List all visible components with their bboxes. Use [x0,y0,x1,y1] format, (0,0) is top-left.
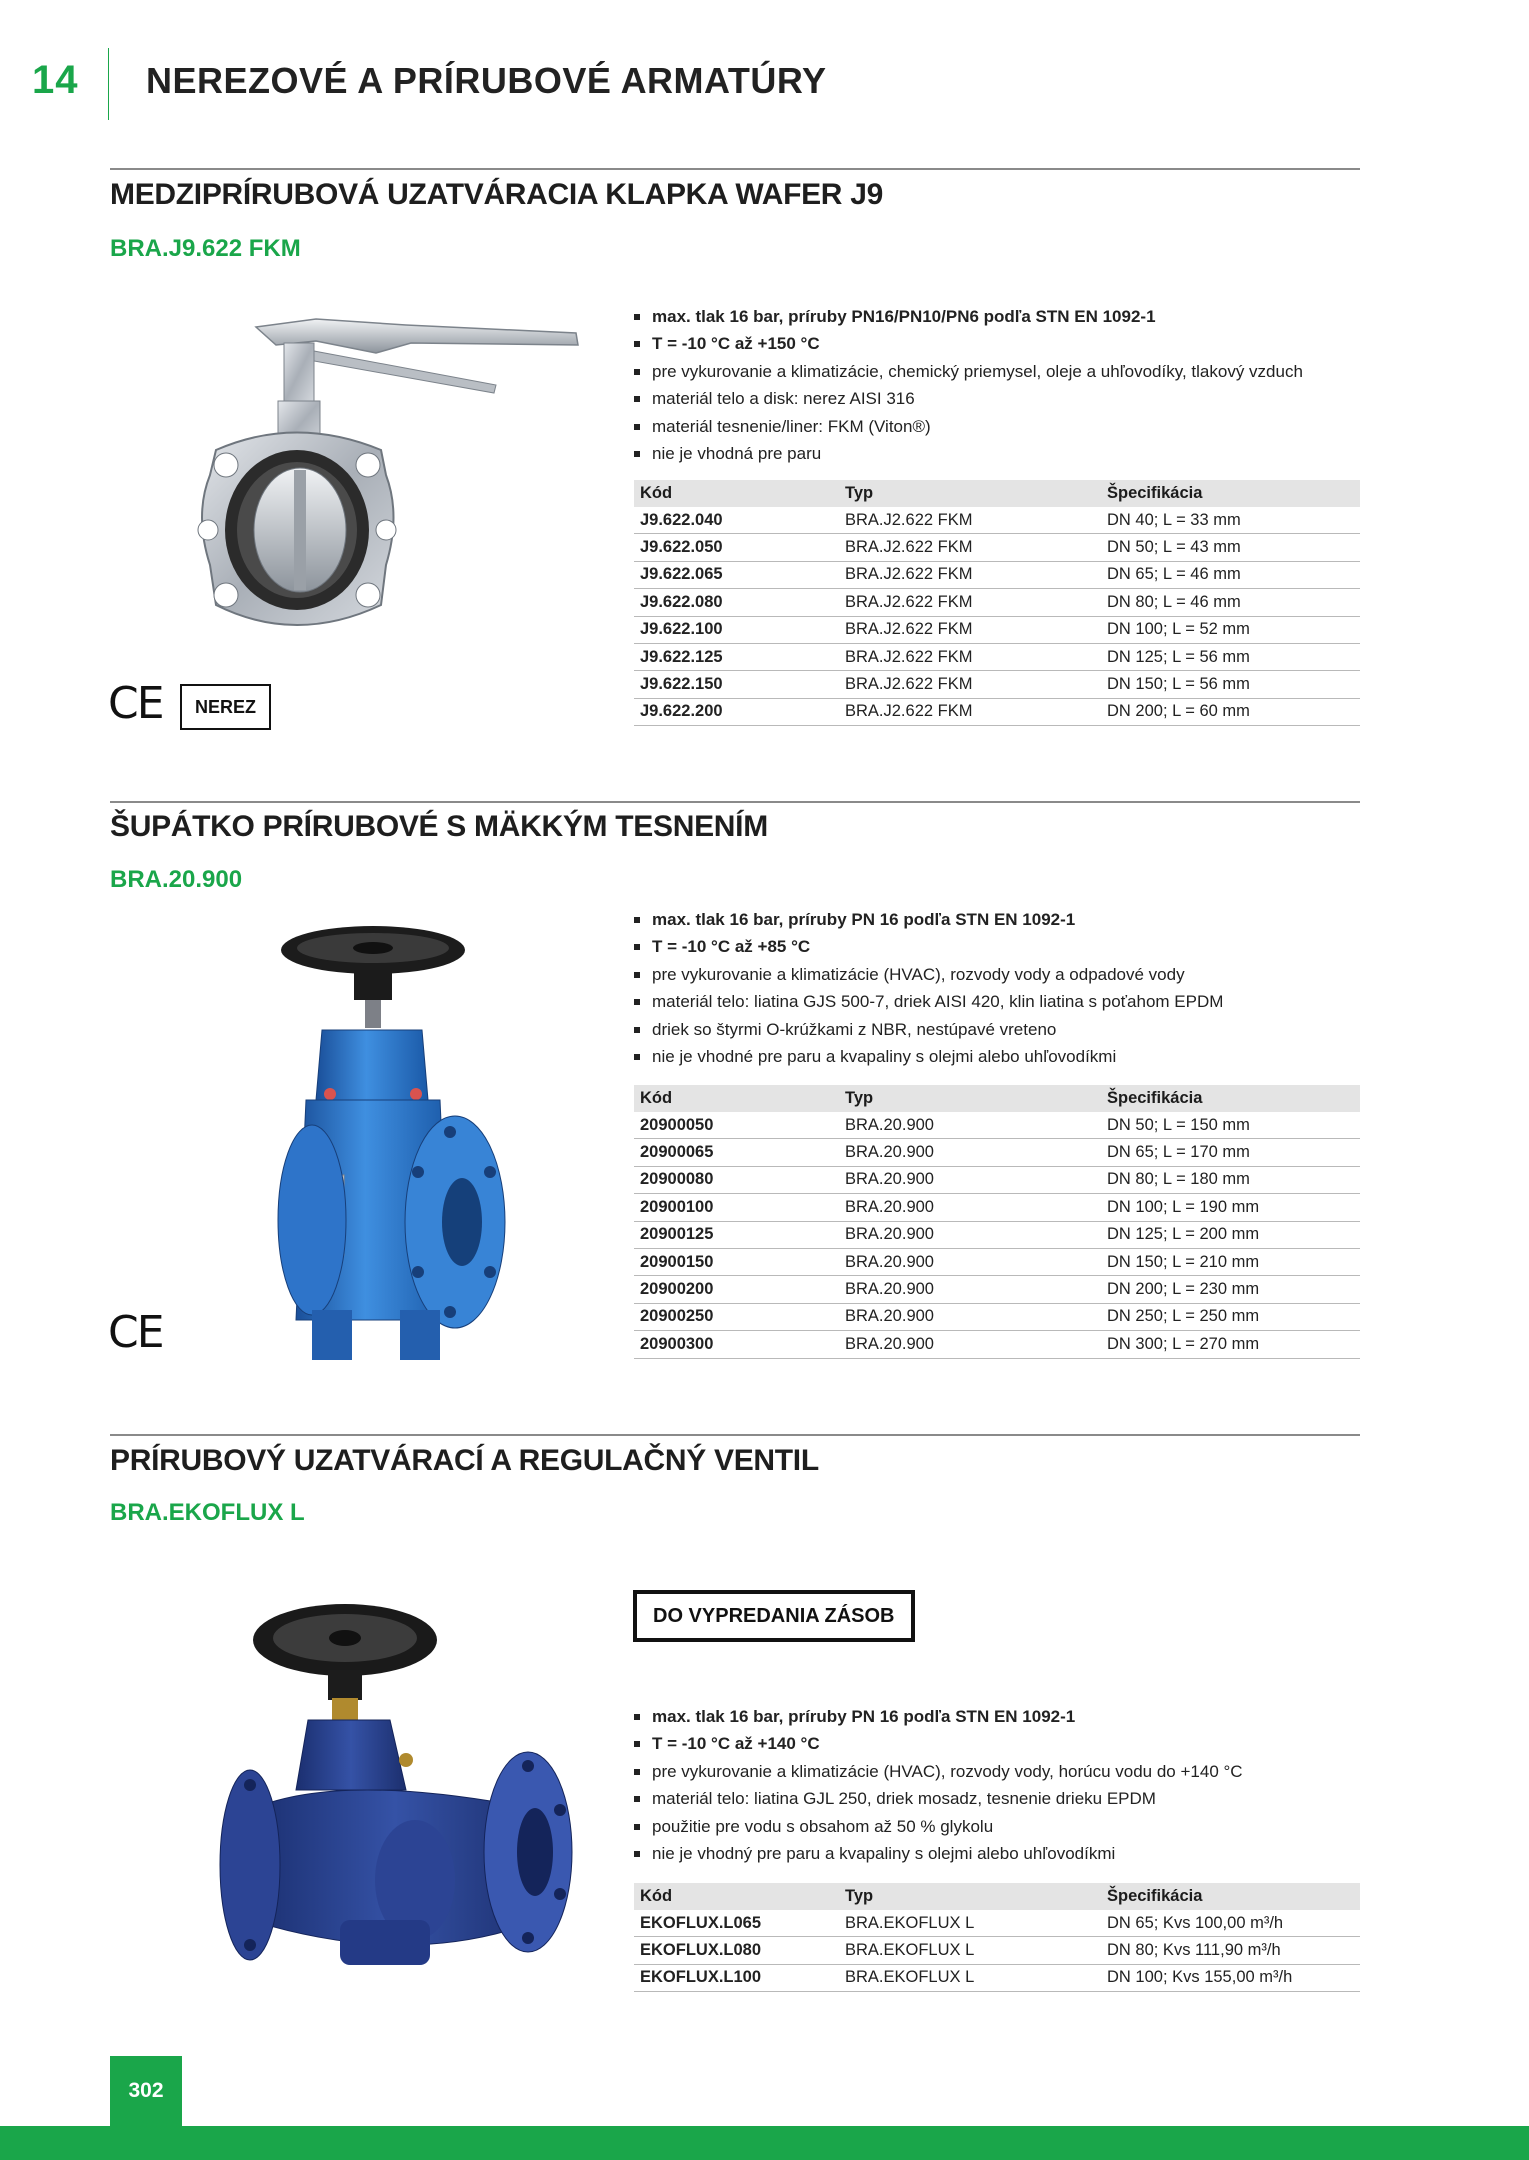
table-row [634,1166,1360,1193]
feature-item: pre vykurovanie a klimatizácie (HVAC), rozvody vody, horúcu vodu do +140 °C [633,1758,1373,1785]
table-cell: DN 100; L = 52 mm [1101,616,1360,643]
column-header: Typ [839,1883,1101,1910]
table-cell: DN 125; L = 200 mm [1101,1221,1360,1248]
table-row [634,643,1360,670]
table-row [634,589,1360,616]
section-title: ŠUPÁTKO PRÍRUBOVÉ S MÄKKÝM TESNENÍM [110,810,768,843]
stock-clearance-badge: DO VYPREDANIA ZÁSOB [633,1590,915,1642]
table-cell: BRA.20.900 [839,1194,1101,1221]
feature-item: T = -10 °C až +150 °C [633,330,1373,357]
page-number: 302 [110,2056,182,2126]
section-divider [110,168,1360,170]
column-header: Špecifikácia [1101,480,1360,507]
table-row [634,1112,1360,1139]
table-row [634,1139,1360,1166]
table-row [634,671,1360,698]
feature-item: T = -10 °C až +85 °C [633,933,1373,960]
column-header: Špecifikácia [1101,1883,1360,1910]
table-cell: J9.622.040 [634,507,839,534]
table-header-row [634,1883,1360,1910]
table-cell: BRA.J2.622 FKM [839,643,1101,670]
ce-mark: CE [108,1307,163,1358]
table-cell: 20900065 [634,1139,839,1166]
table-cell: DN 250; L = 250 mm [1101,1303,1360,1330]
globe-valve-image [210,1590,580,2005]
table-cell: DN 80; L = 180 mm [1101,1166,1360,1193]
feature-item: T = -10 °C až +140 °C [633,1730,1373,1757]
feature-item: max. tlak 16 bar, príruby PN 16 podľa STN EN 1092-1 [633,906,1373,933]
table-cell: DN 300; L = 270 mm [1101,1331,1360,1358]
table-cell: DN 80; Kvs 111,90 m³/h [1101,1937,1360,1964]
table-cell: 20900250 [634,1303,839,1330]
table-row [634,1303,1360,1330]
spec-table [634,1883,1360,1992]
table-cell: BRA.J2.622 FKM [839,671,1101,698]
table-row [634,1276,1360,1303]
table-row [634,1194,1360,1221]
table-cell: DN 100; L = 190 mm [1101,1194,1360,1221]
table-cell: BRA.J2.622 FKM [839,698,1101,725]
table-cell: DN 200; L = 60 mm [1101,698,1360,725]
product-code: BRA.20.900 [110,866,243,893]
table-cell: BRA.20.900 [839,1248,1101,1275]
table-row [634,616,1360,643]
table-cell: J9.622.100 [634,616,839,643]
table-cell: DN 65; Kvs 100,00 m³/h [1101,1910,1360,1937]
table-cell: 20900150 [634,1248,839,1275]
feature-item: materiál tesnenie/liner: FKM (Viton®) [633,413,1373,440]
table-cell: DN 65; L = 170 mm [1101,1139,1360,1166]
section-title: PRÍRUBOVÝ UZATVÁRACÍ A REGULAČNÝ VENTIL [110,1444,819,1477]
feature-item: materiál telo: liatina GJS 500-7, driek AISI 420, klin liatina s poťahom EPDM [633,988,1373,1015]
table-row [634,534,1360,561]
column-header: Kód [634,1085,839,1112]
table-cell: BRA.J2.622 FKM [839,507,1101,534]
table-header-row [634,1085,1360,1112]
product-code: BRA.J9.622 FKM [110,235,301,262]
table-cell: BRA.EKOFLUX L [839,1910,1101,1937]
feature-item: max. tlak 16 bar, príruby PN16/PN10/PN6 podľa STN EN 1092-1 [633,303,1373,330]
gate-valve-image [250,900,530,1385]
column-header: Typ [839,480,1101,507]
ce-mark: CE [108,678,163,729]
material-badge: NEREZ [180,684,271,730]
product-code: BRA.EKOFLUX L [110,1499,305,1526]
table-row [634,698,1360,725]
table-cell: 20900200 [634,1276,839,1303]
table-cell: BRA.J2.622 FKM [839,561,1101,588]
table-cell: 20900050 [634,1112,839,1139]
table-row [634,1964,1360,1991]
table-cell: BRA.J2.622 FKM [839,534,1101,561]
table-cell: BRA.J2.622 FKM [839,589,1101,616]
column-header: Kód [634,1883,839,1910]
feature-item: nie je vhodná pre paru [633,440,1373,467]
butterfly-valve-image [196,305,596,680]
table-cell: BRA.20.900 [839,1112,1101,1139]
table-cell: BRA.EKOFLUX L [839,1937,1101,1964]
table-cell: DN 150; L = 210 mm [1101,1248,1360,1275]
column-header: Kód [634,480,839,507]
chapter-number: 14 [32,58,79,102]
table-row [634,1910,1360,1937]
column-header: Typ [839,1085,1101,1112]
feature-item: materiál telo: liatina GJL 250, driek mosadz, tesnenie drieku EPDM [633,1785,1373,1812]
table-cell: J9.622.065 [634,561,839,588]
feature-item: materiál telo a disk: nerez AISI 316 [633,385,1373,412]
table-cell: J9.622.200 [634,698,839,725]
table-cell: DN 125; L = 56 mm [1101,643,1360,670]
table-row [634,1221,1360,1248]
table-row [634,507,1360,534]
section-divider [110,1434,1360,1436]
table-cell: BRA.20.900 [839,1276,1101,1303]
table-cell: EKOFLUX.L080 [634,1937,839,1964]
table-cell: DN 80; L = 46 mm [1101,589,1360,616]
table-cell: BRA.20.900 [839,1139,1101,1166]
table-cell: J9.622.080 [634,589,839,616]
spec-table [634,1085,1360,1359]
table-cell: DN 65; L = 46 mm [1101,561,1360,588]
feature-list [633,1703,1373,1867]
table-cell: 20900100 [634,1194,839,1221]
table-cell: BRA.20.900 [839,1331,1101,1358]
table-cell: DN 100; Kvs 155,00 m³/h [1101,1964,1360,1991]
section-divider [110,801,1360,803]
table-cell: DN 40; L = 33 mm [1101,507,1360,534]
table-cell: J9.622.150 [634,671,839,698]
table-row [634,561,1360,588]
table-cell: BRA.20.900 [839,1221,1101,1248]
table-row [634,1331,1360,1358]
table-cell: J9.622.125 [634,643,839,670]
table-row [634,1937,1360,1964]
spec-table [634,480,1360,726]
feature-item: použitie pre vodu s obsahom až 50 % glykolu [633,1813,1373,1840]
feature-item: max. tlak 16 bar, príruby PN 16 podľa STN EN 1092-1 [633,1703,1373,1730]
table-cell: EKOFLUX.L100 [634,1964,839,1991]
chapter-divider [108,48,109,120]
feature-item: driek so štyrmi O-krúžkami z NBR, nestúpavé vreteno [633,1016,1373,1043]
table-cell: BRA.EKOFLUX L [839,1964,1101,1991]
feature-item: pre vykurovanie a klimatizácie (HVAC), rozvody vody a odpadové vody [633,961,1373,988]
table-cell: DN 200; L = 230 mm [1101,1276,1360,1303]
table-cell: 20900300 [634,1331,839,1358]
footer-bar [0,2126,1529,2160]
feature-item: nie je vhodné pre paru a kvapaliny s olejmi alebo uhľovodíkmi [633,1043,1373,1070]
table-cell: 20900080 [634,1166,839,1193]
table-cell: DN 50; L = 43 mm [1101,534,1360,561]
table-cell: BRA.20.900 [839,1166,1101,1193]
table-cell: DN 50; L = 150 mm [1101,1112,1360,1139]
table-cell: BRA.20.900 [839,1303,1101,1330]
section-title: MEDZIPRÍRUBOVÁ UZATVÁRACIA KLAPKA WAFER J9 [110,178,883,211]
feature-item: pre vykurovanie a klimatizácie, chemický priemysel, oleje a uhľovodíky, tlakový vzduch [633,358,1373,385]
table-cell: J9.622.050 [634,534,839,561]
table-cell: BRA.J2.622 FKM [839,616,1101,643]
feature-item: nie je vhodný pre paru a kvapaliny s olejmi alebo uhľovodíkmi [633,1840,1373,1867]
table-header-row [634,480,1360,507]
column-header: Špecifikácia [1101,1085,1360,1112]
feature-list [633,303,1373,467]
table-cell: 20900125 [634,1221,839,1248]
table-row [634,1248,1360,1275]
table-cell: EKOFLUX.L065 [634,1910,839,1937]
table-cell: DN 150; L = 56 mm [1101,671,1360,698]
chapter-title: NEREZOVÉ A PRÍRUBOVÉ ARMATÚRY [146,60,827,101]
feature-list [633,906,1373,1070]
